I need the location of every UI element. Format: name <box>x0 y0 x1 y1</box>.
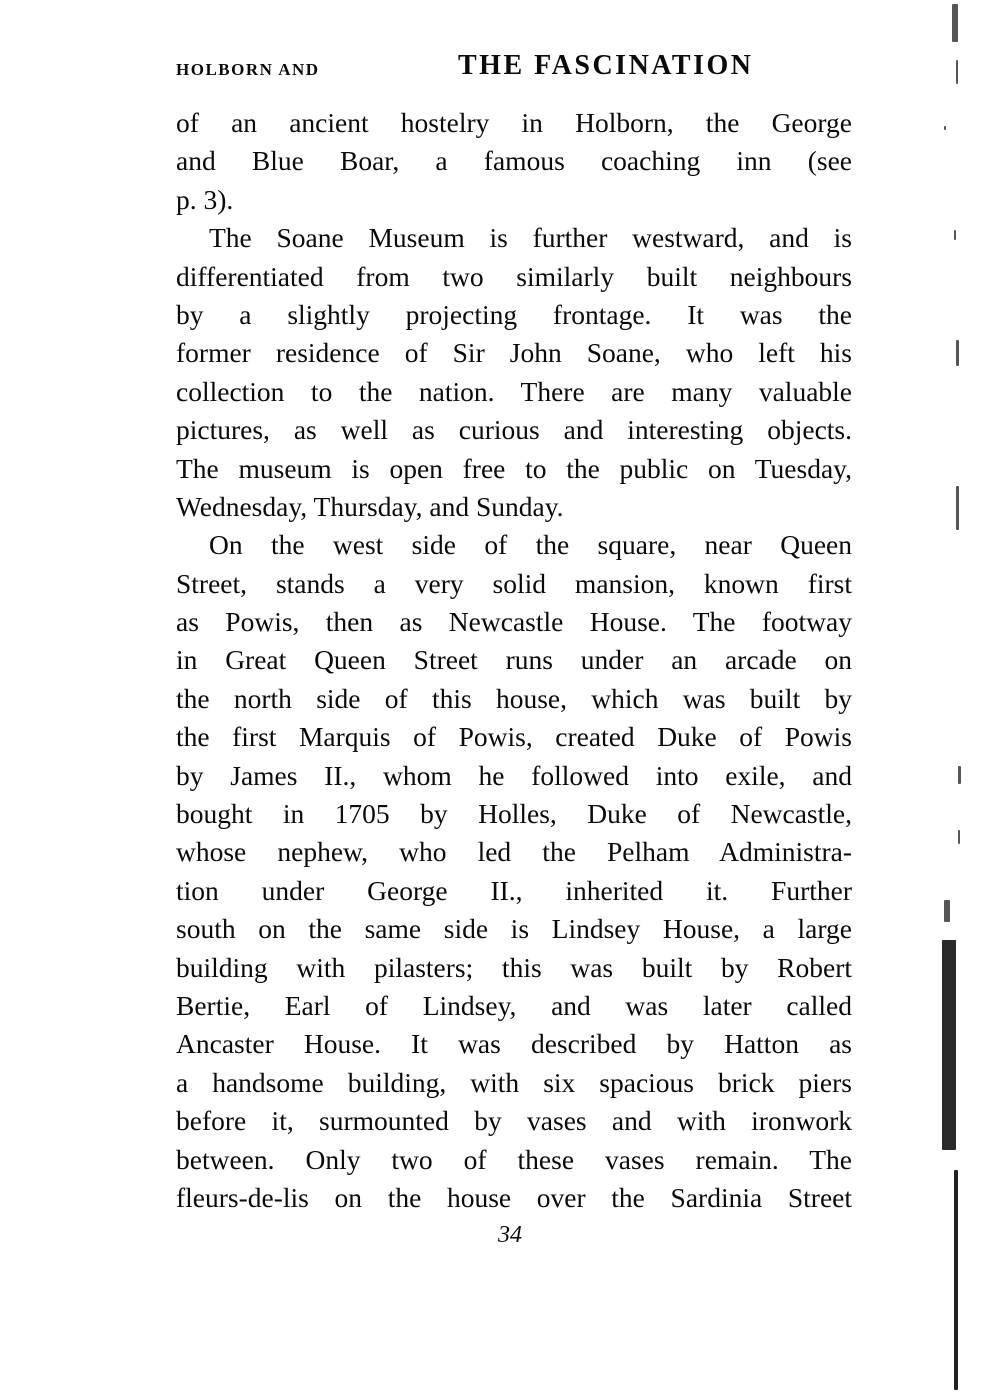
text-line: bought in 1705 by Holles, Duke of Newcastle, <box>176 798 852 830</box>
text-line: before it, surmounted by vases and with ironwork <box>176 1105 852 1137</box>
text-line: by James II., whom he followed into exile, and <box>176 759 852 791</box>
scan-speck <box>944 126 946 130</box>
scan-speck <box>952 4 958 42</box>
binding-edge-shadow <box>930 0 970 1394</box>
paragraph <box>176 219 852 526</box>
text-line: differentiated from two similarly built neighbours <box>176 260 852 292</box>
paragraph <box>176 526 852 1217</box>
running-head-title: THE FASCINATION <box>458 50 754 81</box>
text-line: Ancaster House. It was described by Hatton as <box>176 1028 852 1060</box>
text-line: by a slightly projecting frontage. It was the <box>176 298 852 330</box>
scan-speck <box>958 766 961 784</box>
scan-speck <box>942 940 956 1150</box>
text-line: p. 3). <box>176 183 234 215</box>
running-head-left: HOLBORN AND <box>176 60 320 79</box>
text-line: collection to the nation. There are many valuable <box>176 375 852 407</box>
text-line: between. Only two of these vases remain. The <box>176 1143 852 1175</box>
text-line: whose nephew, who led the Pelham Administra- <box>176 836 852 868</box>
body-text <box>176 104 852 1217</box>
text-line: a handsome building, with six spacious brick piers <box>176 1066 852 1098</box>
scan-speck <box>954 230 956 240</box>
text-line: in Great Queen Street runs under an arcade on <box>176 644 852 676</box>
scan-speck <box>956 340 959 366</box>
text-line: the north side of this house, which was built by <box>176 682 852 714</box>
paragraph <box>176 104 852 219</box>
scan-speck <box>958 830 960 844</box>
text-line: south on the same side is Lindsey House, a large <box>176 913 852 945</box>
text-line: building with pilasters; this was built by Robert <box>176 951 852 983</box>
page-number: 34 <box>498 1222 522 1248</box>
text-line: as Powis, then as Newcastle House. The footway <box>176 606 852 638</box>
scan-speck <box>944 900 950 922</box>
scan-speck <box>954 1170 958 1390</box>
text-line: fleurs-de-lis on the house over the Sardinia Street <box>176 1181 852 1213</box>
scan-speck <box>956 486 959 530</box>
text-line: On the west side of the square, near Queen <box>209 529 852 561</box>
text-line: tion under George II., inherited it. Further <box>176 874 852 906</box>
text-line: former residence of Sir John Soane, who left his <box>176 337 852 369</box>
scan-speck <box>956 60 958 84</box>
text-line: and Blue Boar, a famous coaching inn (see <box>176 145 852 177</box>
text-line: of an ancient hostelry in Holborn, the George <box>176 107 852 138</box>
text-line: pictures, as well as curious and interesting objects. <box>176 414 852 446</box>
running-head <box>176 50 852 84</box>
text-line: Wednesday, Thursday, and Sunday. <box>176 490 564 522</box>
text-line: Street, stands a very solid mansion, known first <box>176 567 852 599</box>
text-line: The museum is open free to the public on Tuesday, <box>176 452 852 484</box>
text-line: Bertie, Earl of Lindsey, and was later called <box>176 989 852 1021</box>
text-line: The Soane Museum is further westward, and is <box>209 222 852 254</box>
text-line: the first Marquis of Powis, created Duke of Powis <box>176 721 852 753</box>
